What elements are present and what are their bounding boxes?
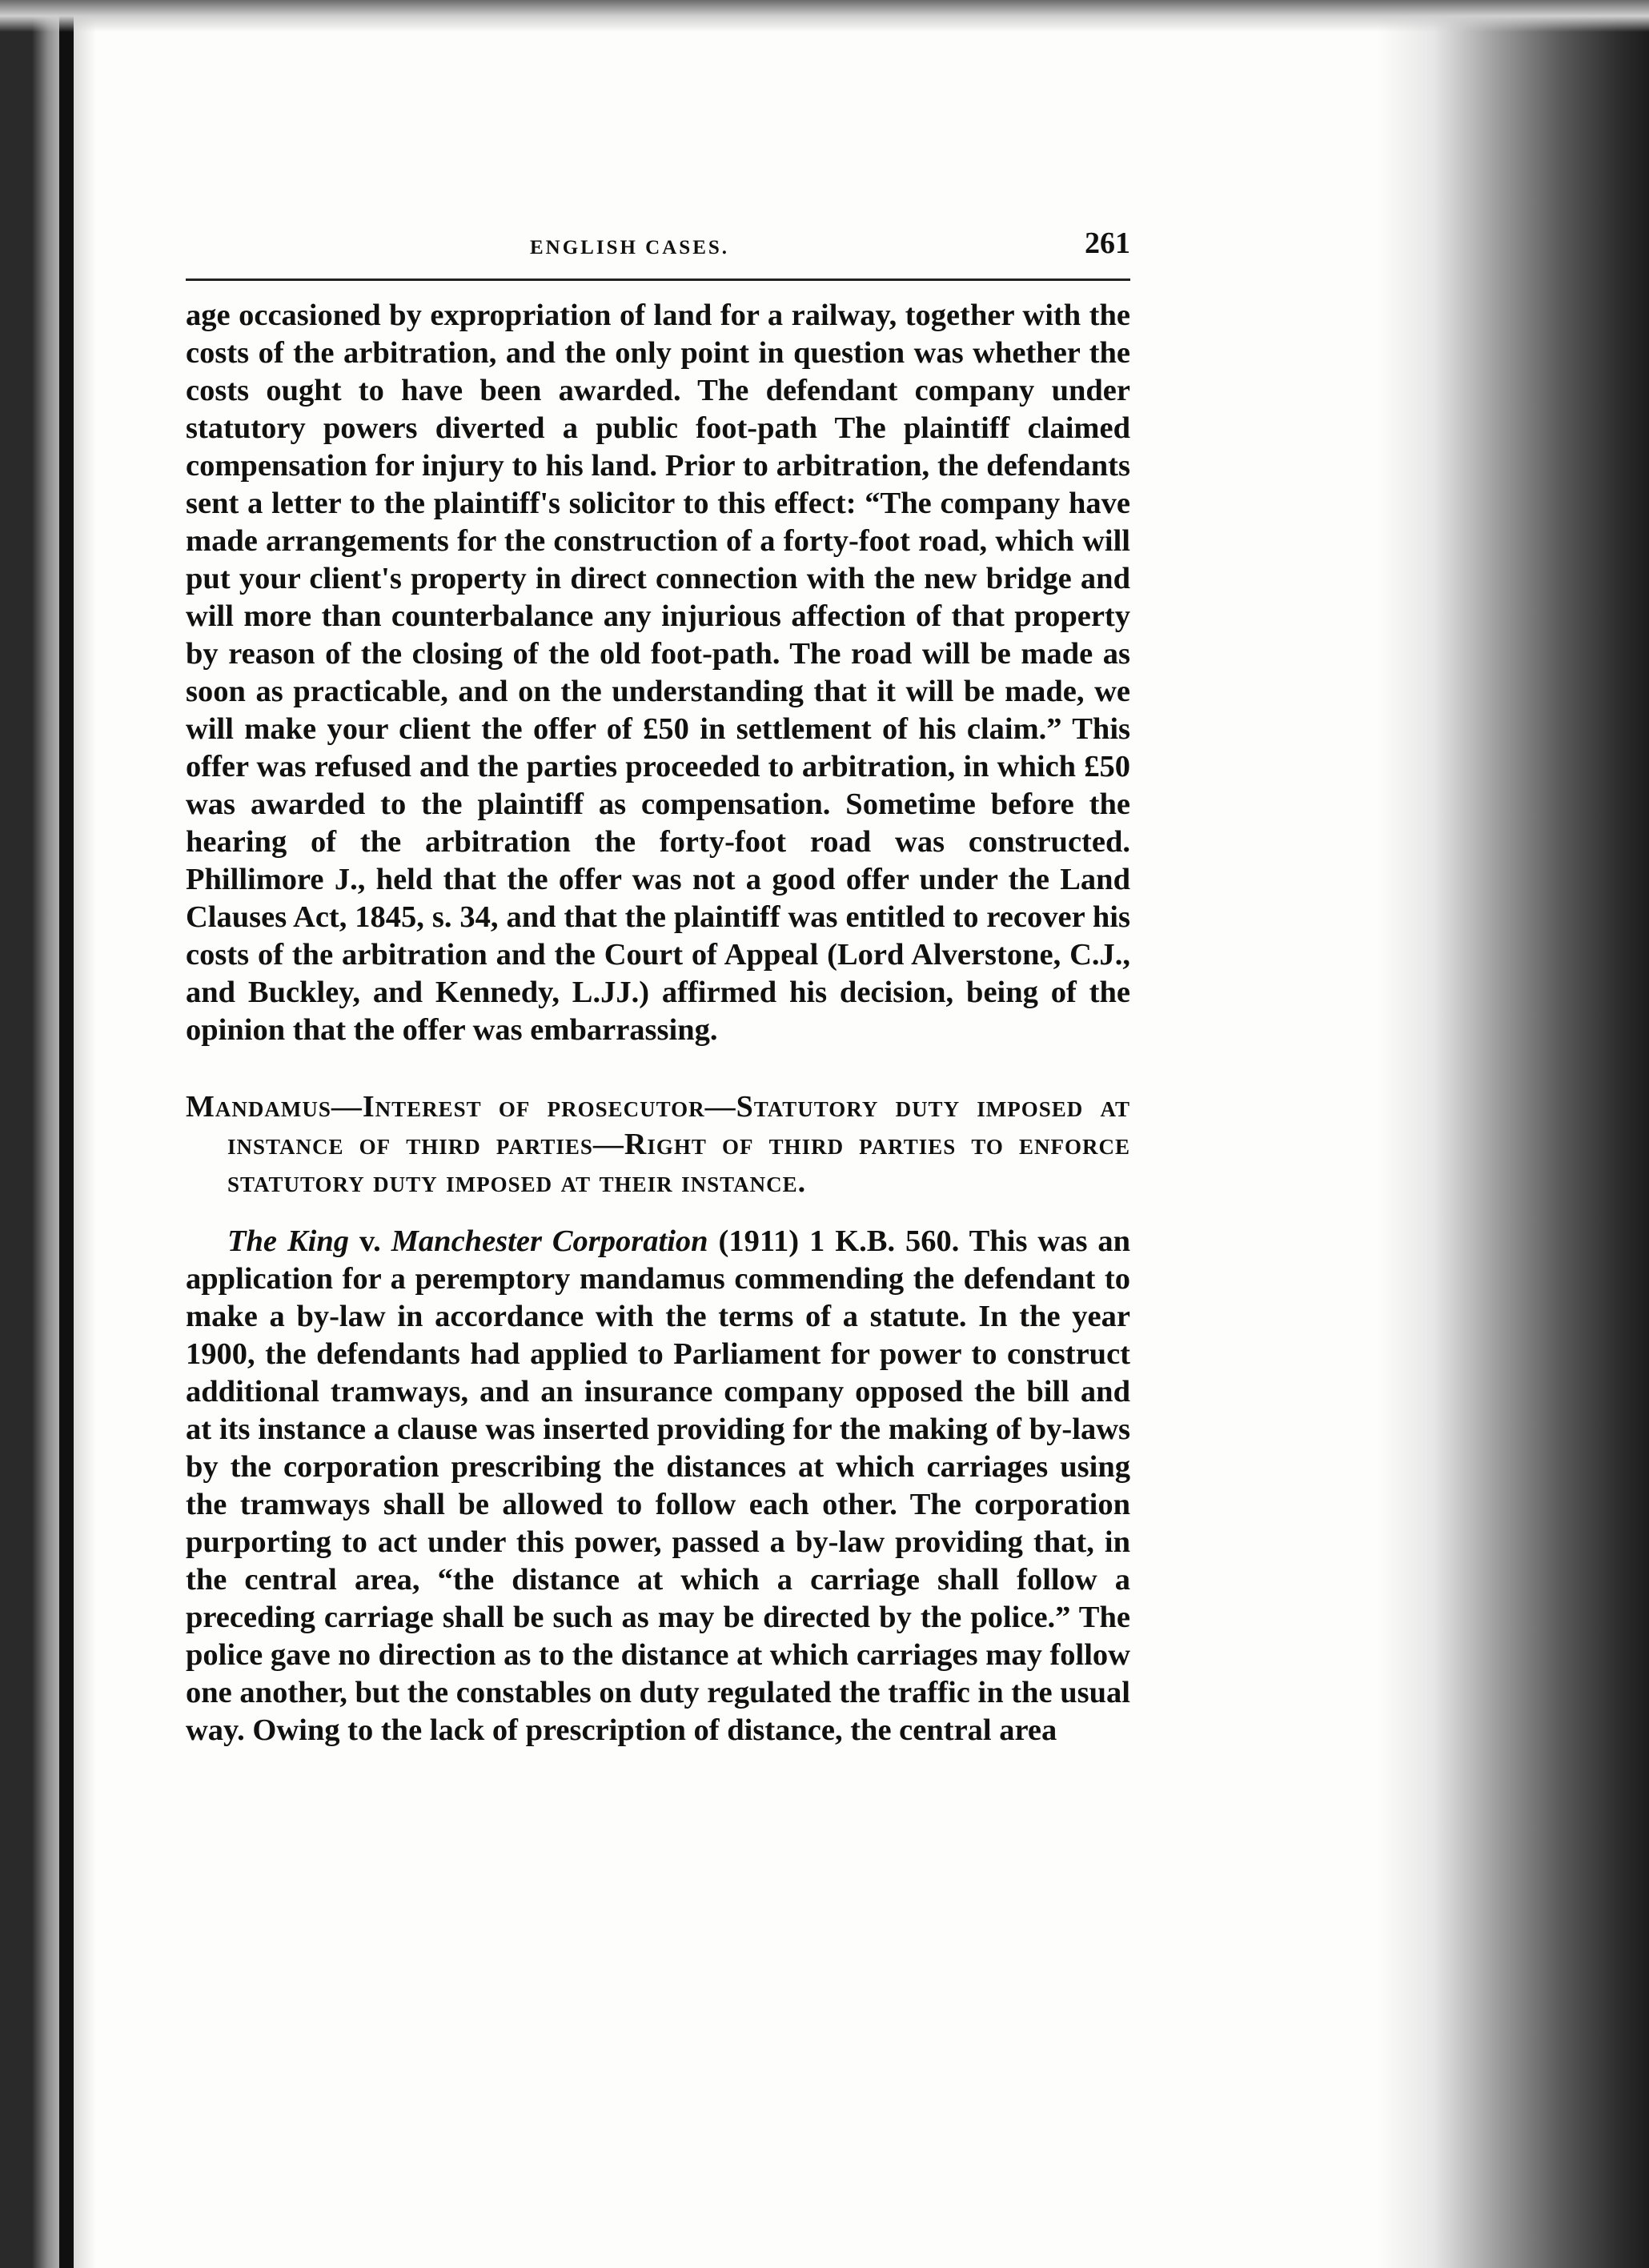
binding-shadow xyxy=(59,0,74,2268)
case-citation: (1911) 1 K.B. 560. xyxy=(718,1224,960,1258)
page-number: 261 xyxy=(1085,226,1130,260)
fore-edge xyxy=(1377,0,1649,2268)
headnote-text: Mandamus—Interest of prosecutor—Statutory duty imposed at instance of third parties—Right of third parties to enforce statutory duty imposed at their instance. xyxy=(186,1090,1130,1199)
top-edge xyxy=(0,0,1649,32)
case-paragraph xyxy=(186,1223,1130,1749)
case-headnote xyxy=(186,1089,1130,1202)
case-party-2: Manchester Corporation xyxy=(391,1224,708,1258)
paragraph-continuation: age occasioned by expropriation of land for a railway, together with the costs of the arbitration, and the only point in question was whether the costs ought to have been awarded. The defendant company under statutory powers diverted a public foot-path The plaintiff claimed compensation for injury to his land. Prior to arbitration, the defendants sent a letter to the plaintiff's solicitor to this effect: “The company have made arrangements for the construction of a forty-foot road, which will put your client's property in direct connection with the new bridge and will more than counterbalance any injurious affection of that property by reason of the closing of the old foot-path. The road will be made as soon as practicable, and on the understanding that it will be made, we will make your client the offer of £50 in settlement of his claim.” This offer was refused and the parties proceeded to arbitration, in which £50 was awarded to the plaintiff as compensation. Sometime before the hearing of the arbitration the forty-foot road was constructed. Phillimore J., held that the offer was not a good offer under the Land Clauses Act, 1845, s. 34, and that the plaintiff was entitled to recover his costs of the arbitration and the Court of Appeal (Lord Alverstone, C.J., and Buckley, and Kennedy, L.JJ.) affirmed his decision, being of the opinion that the offer was embarrassing. xyxy=(186,299,1130,1047)
running-head xyxy=(186,226,1130,274)
case-text: This was an application for a peremptory mandamus commending the defendant to make a by-law in accordance with the terms of a statute. In the year 1900, the defendants had applied to Parliament for power to construct additional tramways, and an insurance company opposed the bill and at its instance a clause was inserted providing for the making of by-laws by the corporation prescribing the distances at which carriages using the tramways shall be allowed to follow each other. The corporation purporting to act under this power, passed a by-law providing that, in the central area, “the distance at which a carriage shall follow a preceding carriage shall be such as may be directed by the police.” The police gave no direction as to the distance at which carriages may follow one another, but the constables on duty regulated the traffic in the usual way. Owing to the lack of prescription of distance, the central area xyxy=(186,1224,1131,1747)
header-rule xyxy=(186,278,1130,281)
case-party-1: The King xyxy=(227,1224,350,1258)
case-versus: v. xyxy=(359,1224,381,1258)
page-body xyxy=(186,226,1130,1749)
binding-edge xyxy=(0,0,96,2268)
running-title: ENGLISH CASES. xyxy=(530,237,730,258)
